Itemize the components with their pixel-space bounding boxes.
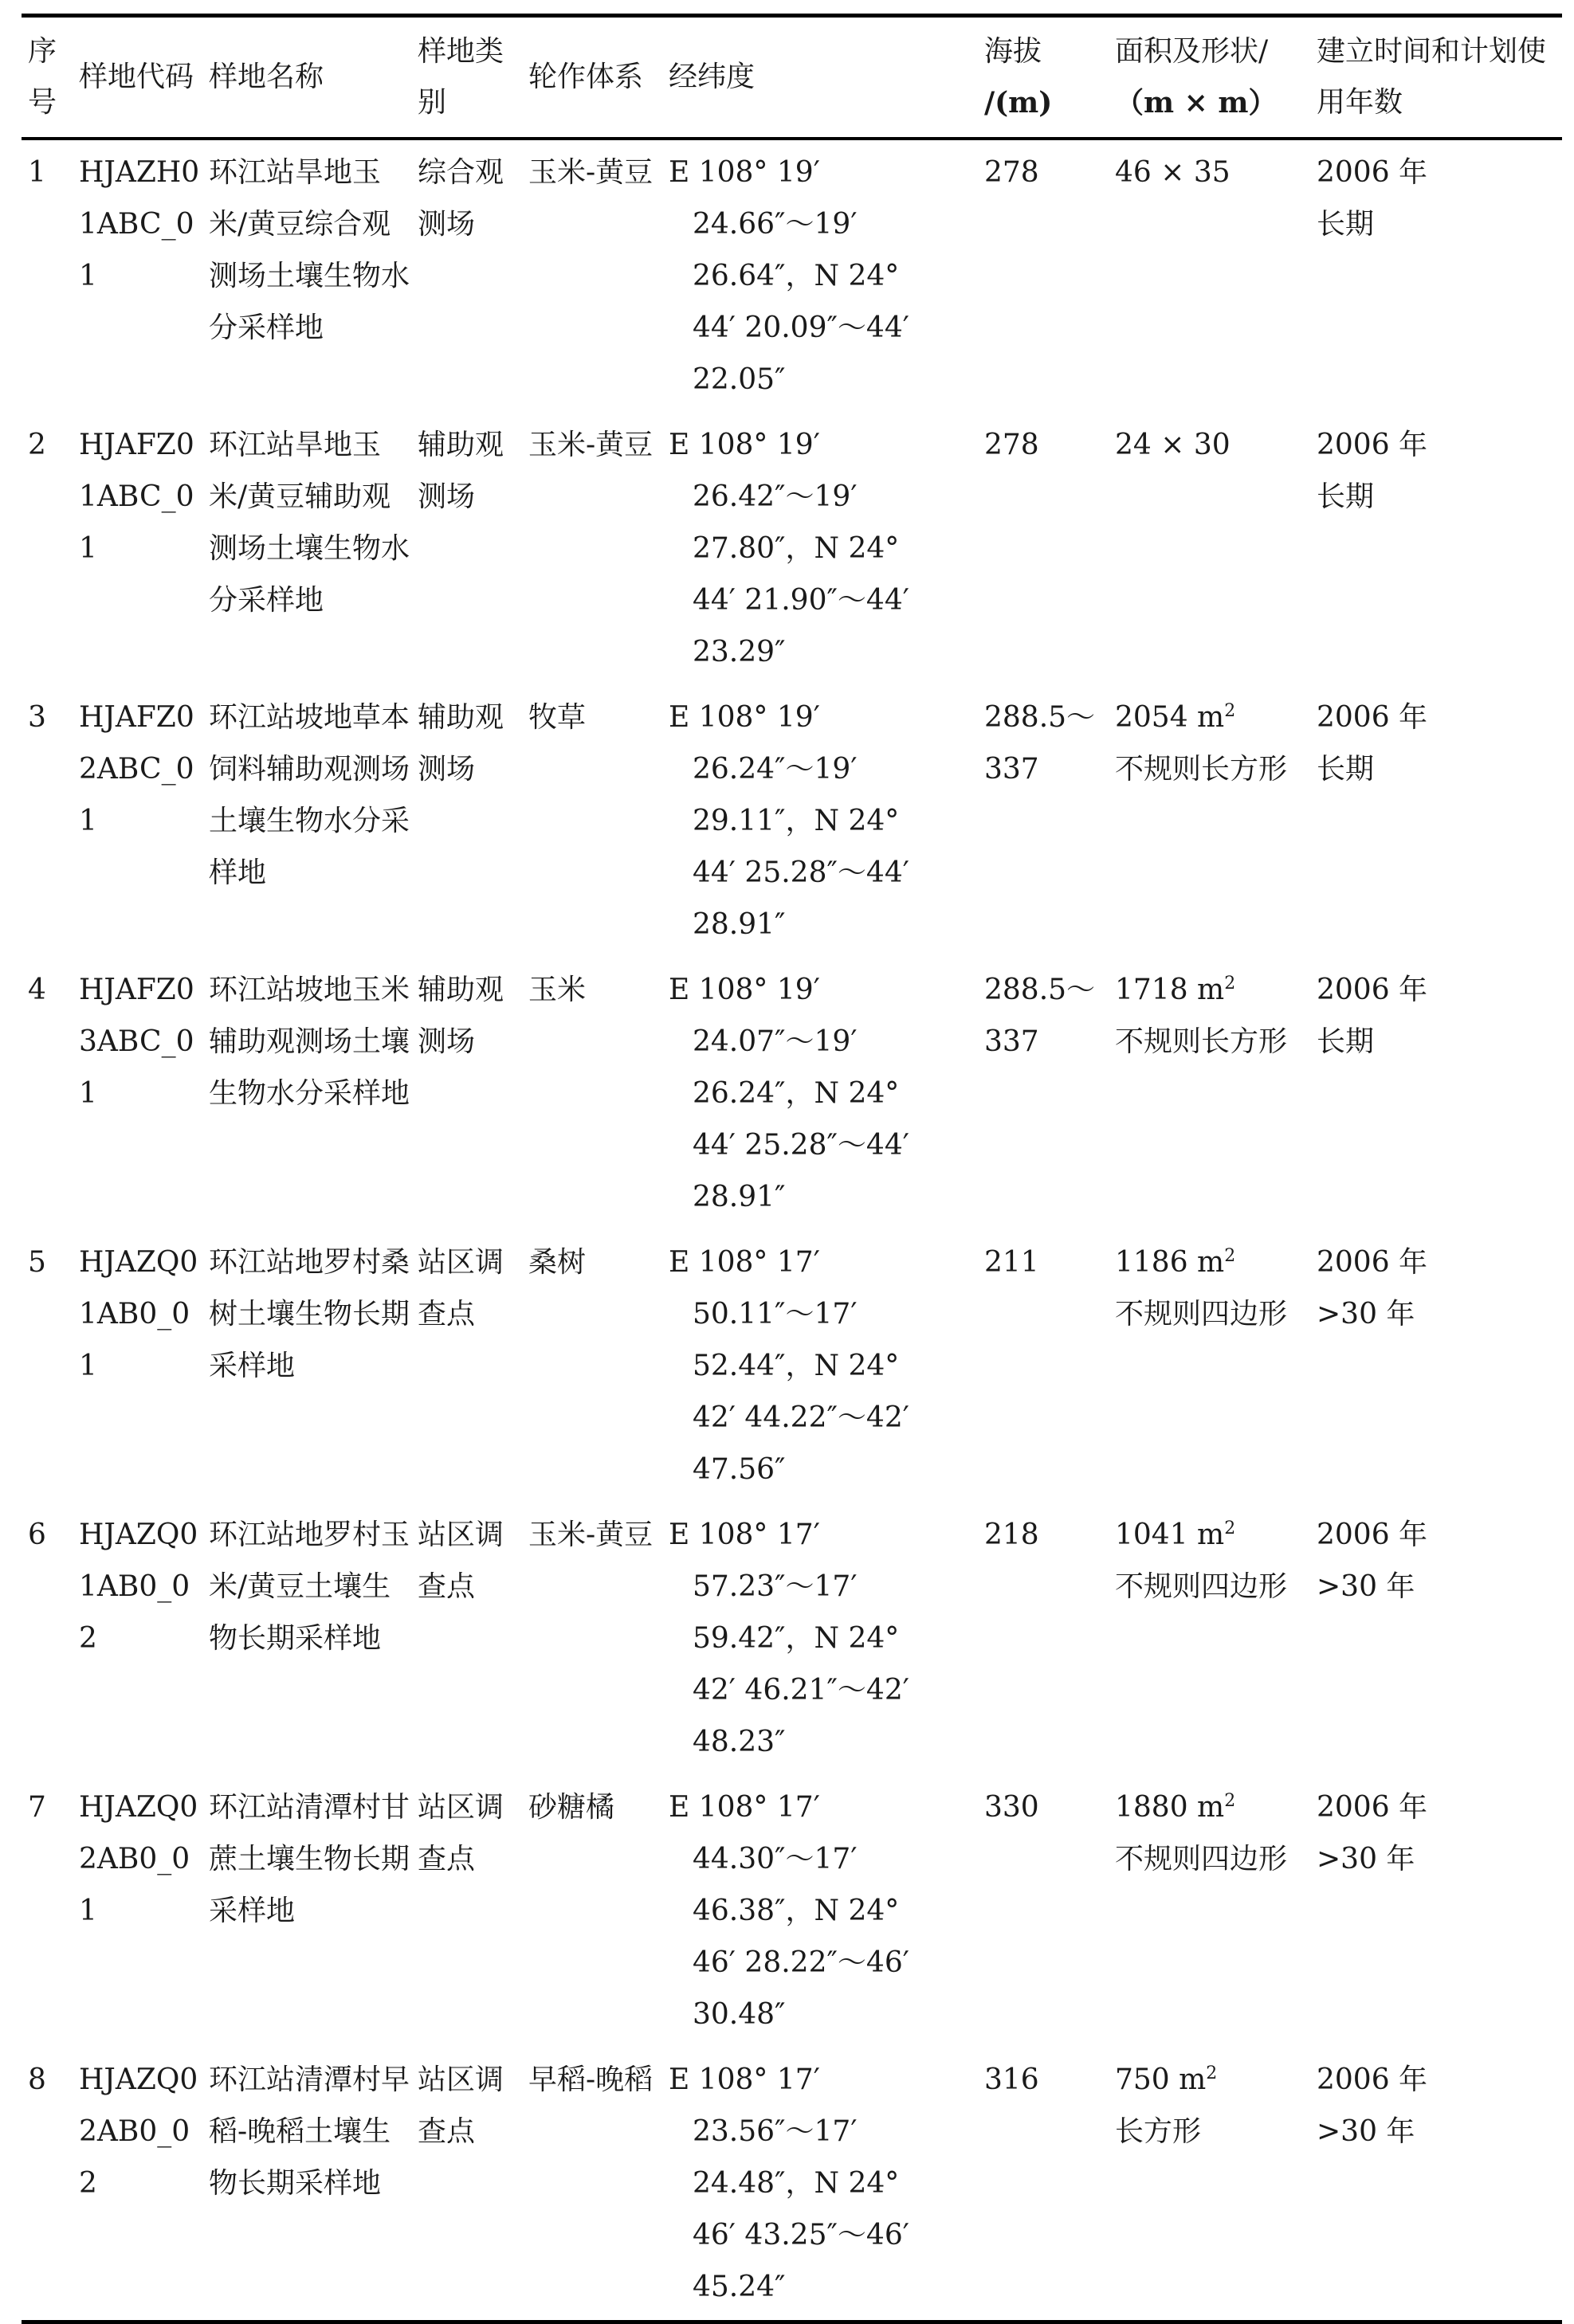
cell-rotation: 玉米-黄豆	[528, 1519, 654, 1551]
cell-name: 环江站旱地玉米/黄豆综合观测场土壤生物水分采样地	[209, 156, 410, 344]
header-coords: 经纬度	[669, 61, 756, 93]
cell-altitude: 288.5～337	[984, 701, 1096, 786]
coord-line: 30.48″	[693, 1998, 786, 2031]
cell-altitude: 211	[984, 1246, 1039, 1279]
header-altitude-label: 海拔	[984, 35, 1042, 68]
cell-altitude: 278	[984, 429, 1039, 461]
table-row	[22, 685, 1562, 958]
planned-duration: >30 年	[1317, 1570, 1415, 1603]
cell-rotation: 砂糖橘	[528, 1791, 615, 1824]
area-value: 1186 $m^2$	[1115, 1246, 1236, 1279]
cell-name: 环江站地罗村玉米/黄豆土壤生物长期采样地	[209, 1519, 410, 1655]
coord-line: 45.24″	[693, 2271, 786, 2303]
cell-name: 环江站坡地草本饲料辅助观测场土壤生物水分采样地	[209, 701, 410, 889]
cell-area	[1109, 958, 1310, 1230]
coord-line: 46′ 28.22″～46′	[693, 1946, 909, 1979]
cell-altitude: 316	[984, 2063, 1039, 2096]
area-superscript: 2	[1224, 701, 1236, 721]
coord-line: E 108° 17′	[669, 1246, 820, 1279]
cell-category: 站区调查点	[418, 1246, 504, 1331]
area-value: 1041 $m^2$	[1115, 1519, 1236, 1551]
cell-coords	[662, 1230, 978, 1503]
coord-line: E 108° 19′	[669, 974, 820, 1006]
coord-line: 46′ 43.25″～46′	[693, 2219, 909, 2251]
header-area	[1109, 16, 1310, 139]
planned-duration: 长期	[1317, 208, 1375, 241]
cell-name: 环江站坡地玉米辅助观测场土壤生物水分采样地	[209, 974, 410, 1110]
coord-line: E 108° 17′	[669, 2063, 820, 2096]
coord-line: 42′ 44.22″～42′	[693, 1401, 909, 1434]
cell-area	[1109, 1230, 1310, 1503]
cell-code: HJAZH01ABC_01	[79, 156, 200, 292]
cell-category: 站区调查点	[418, 2063, 504, 2148]
cell-altitude: 288.5～337	[984, 974, 1096, 1058]
cell-category: 辅助观测场	[418, 701, 504, 786]
cell-seq: 1	[28, 156, 46, 189]
coord-line: 28.91″	[693, 908, 786, 941]
cell-seq: 4	[28, 974, 46, 1006]
cell-coords	[662, 1503, 978, 1775]
coord-line: E 108° 17′	[669, 1519, 820, 1551]
area-shape: 不规则四边形	[1115, 1570, 1288, 1603]
cell-area	[1109, 685, 1310, 958]
coord-line: 44′ 20.09″～44′	[693, 312, 909, 344]
cell-altitude: 218	[984, 1519, 1039, 1551]
cell-rotation: 早稻-晚稻	[528, 2063, 654, 2096]
header-name: 样地名称	[209, 61, 324, 93]
cell-category: 综合观测场	[418, 156, 504, 241]
coord-line: E 108° 19′	[669, 429, 820, 461]
coord-line: 48.23″	[693, 1726, 786, 1758]
area-superscript: 2	[1224, 1791, 1236, 1811]
coord-line: 22.05″	[693, 363, 786, 396]
cell-altitude: 330	[984, 1791, 1039, 1824]
area-superscript: 2	[1224, 1246, 1236, 1266]
cell-name: 环江站地罗村桑树土壤生物长期采样地	[209, 1246, 410, 1382]
cell-seq: 8	[28, 2063, 46, 2096]
cell-coords	[662, 685, 978, 958]
area-value: 1718 $m^2$	[1115, 974, 1236, 1006]
planned-duration: >30 年	[1317, 1843, 1415, 1875]
header-rotation: 轮作体系	[528, 61, 644, 93]
coord-line: 50.11″～17′	[693, 1298, 858, 1331]
area-shape: 不规则四边形	[1115, 1843, 1288, 1875]
cell-name: 环江站旱地玉米/黄豆辅助观测场土壤生物水分采样地	[209, 429, 410, 617]
cell-seq: 2	[28, 429, 46, 461]
cell-code: HJAFZ01ABC_01	[79, 429, 194, 565]
coord-line: 44′ 21.90″～44′	[693, 584, 909, 617]
coord-line: 46.38″，N 24°	[693, 1895, 900, 1927]
cell-coords	[662, 1775, 978, 2048]
cell-time	[1310, 1503, 1562, 1775]
cell-rotation: 牧草	[528, 701, 587, 734]
cell-coords	[662, 958, 978, 1230]
header-category: 样地类别	[418, 35, 504, 119]
cell-altitude: 278	[984, 156, 1039, 189]
coord-line: 44′ 25.28″～44′	[693, 856, 909, 889]
cell-area	[1109, 139, 1310, 413]
cell-time	[1310, 685, 1562, 958]
cell-name: 环江站清潭村甘蔗土壤生物长期采样地	[209, 1791, 410, 1927]
area-superscript: 2	[1206, 2063, 1218, 2083]
cell-area	[1109, 2048, 1310, 2322]
cell-area	[1109, 1775, 1310, 2048]
cell-category: 辅助观测场	[418, 974, 504, 1058]
cell-seq: 7	[28, 1791, 46, 1824]
table-body	[22, 139, 1562, 2322]
coord-line: 42′ 46.21″～42′	[693, 1674, 909, 1707]
planned-duration: 长期	[1317, 753, 1375, 786]
header-code: 样地代码	[79, 61, 194, 93]
cell-seq: 5	[28, 1246, 46, 1279]
area-shape: 长方形	[1115, 2115, 1202, 2148]
coord-line: 26.42″～19′	[693, 480, 858, 513]
coord-line: 28.91″	[693, 1181, 786, 1213]
cell-category: 站区调查点	[418, 1791, 504, 1875]
coord-line: 26.64″，N 24°	[693, 260, 900, 292]
area-value: 750 $m^2$	[1115, 2063, 1218, 2096]
header-altitude-unit: /(m)	[984, 86, 1053, 120]
header-row	[22, 16, 1562, 139]
coord-line: 23.29″	[693, 636, 786, 668]
cell-rotation: 玉米-黄豆	[528, 156, 654, 189]
cell-time	[1310, 1230, 1562, 1503]
coord-line: 24.48″，N 24°	[693, 2167, 900, 2200]
table-row	[22, 958, 1562, 1230]
cell-area	[1109, 413, 1310, 685]
established-year: 2006 年	[1317, 2063, 1428, 2096]
cell-category: 辅助观测场	[418, 429, 504, 513]
area-superscript: 2	[1224, 974, 1236, 993]
cell-code: HJAZQ02AB0_01	[79, 1791, 198, 1927]
planned-duration: 长期	[1317, 1025, 1375, 1058]
coord-line: 26.24″～19′	[693, 753, 858, 786]
coord-line: 59.42″，N 24°	[693, 1622, 900, 1655]
coord-line: 57.23″～17′	[693, 1570, 858, 1603]
sampling-sites-table	[22, 14, 1562, 2324]
header-time: 建立时间和计划使用年数	[1317, 35, 1547, 119]
cell-seq: 3	[28, 701, 46, 734]
planned-duration: >30 年	[1317, 2115, 1415, 2148]
established-year: 2006 年	[1317, 974, 1428, 1006]
established-year: 2006 年	[1317, 1246, 1428, 1279]
planned-duration: >30 年	[1317, 1298, 1415, 1331]
header-area-unit: （m × m）	[1115, 86, 1278, 120]
coord-line: E 108° 19′	[669, 156, 820, 189]
cell-code: HJAZQ02AB0_02	[79, 2063, 198, 2200]
cell-seq: 6	[28, 1519, 46, 1551]
coord-line: 47.56″	[693, 1453, 786, 1486]
area-value: 2054 $m^2$	[1115, 701, 1236, 734]
coord-line: 44.30″～17′	[693, 1843, 858, 1875]
cell-time	[1310, 1775, 1562, 2048]
cell-code: HJAFZ03ABC_01	[79, 974, 194, 1110]
established-year: 2006 年	[1317, 701, 1428, 734]
coord-line: 29.11″，N 24°	[693, 805, 900, 837]
cell-coords	[662, 139, 978, 413]
coord-line: 27.80″，N 24°	[693, 532, 900, 565]
coord-line: E 108° 19′	[669, 701, 820, 734]
table-row	[22, 139, 1562, 413]
header-seq: 序号	[28, 35, 57, 119]
cell-time	[1310, 958, 1562, 1230]
cell-coords	[662, 2048, 978, 2322]
table-row	[22, 1503, 1562, 1775]
cell-category: 站区调查点	[418, 1519, 504, 1603]
header-altitude	[978, 16, 1109, 139]
cell-code: HJAZQ01AB0_02	[79, 1519, 198, 1655]
established-year: 2006 年	[1317, 1791, 1428, 1824]
cell-code: HJAZQ01AB0_01	[79, 1246, 198, 1382]
coord-line: E 108° 17′	[669, 1791, 820, 1824]
cell-area	[1109, 1503, 1310, 1775]
established-year: 2006 年	[1317, 156, 1428, 189]
coord-line: 23.56″～17′	[693, 2115, 858, 2148]
area-superscript: 2	[1224, 1519, 1236, 1538]
area-value: 24 × 30	[1115, 429, 1231, 461]
area-shape: 不规则四边形	[1115, 1298, 1288, 1331]
cell-time	[1310, 2048, 1562, 2322]
coord-line: 44′ 25.28″～44′	[693, 1129, 909, 1162]
area-shape: 不规则长方形	[1115, 1025, 1288, 1058]
established-year: 2006 年	[1317, 429, 1428, 461]
cell-time	[1310, 413, 1562, 685]
area-value: 46 × 35	[1115, 156, 1231, 189]
coord-line: 24.07″～19′	[693, 1025, 858, 1058]
coord-line: 26.24″，N 24°	[693, 1077, 900, 1110]
cell-name: 环江站清潭村早稻-晚稻土壤生物长期采样地	[209, 2063, 410, 2200]
coord-line: 24.66″～19′	[693, 208, 858, 241]
cell-coords	[662, 413, 978, 685]
table-header	[22, 16, 1562, 139]
cell-rotation: 玉米-黄豆	[528, 429, 654, 461]
header-area-label: 面积及形状/	[1115, 35, 1269, 68]
area-shape: 不规则长方形	[1115, 753, 1288, 786]
cell-time	[1310, 139, 1562, 413]
cell-rotation: 玉米	[528, 974, 587, 1006]
table-row	[22, 2048, 1562, 2322]
area-value: 1880 $m^2$	[1115, 1791, 1236, 1824]
cell-rotation: 桑树	[528, 1246, 587, 1279]
cell-code: HJAFZ02ABC_01	[79, 701, 194, 837]
table-row	[22, 1775, 1562, 2048]
table-row	[22, 413, 1562, 685]
planned-duration: 长期	[1317, 480, 1375, 513]
table-row	[22, 1230, 1562, 1503]
established-year: 2006 年	[1317, 1519, 1428, 1551]
coord-line: 52.44″，N 24°	[693, 1350, 900, 1382]
